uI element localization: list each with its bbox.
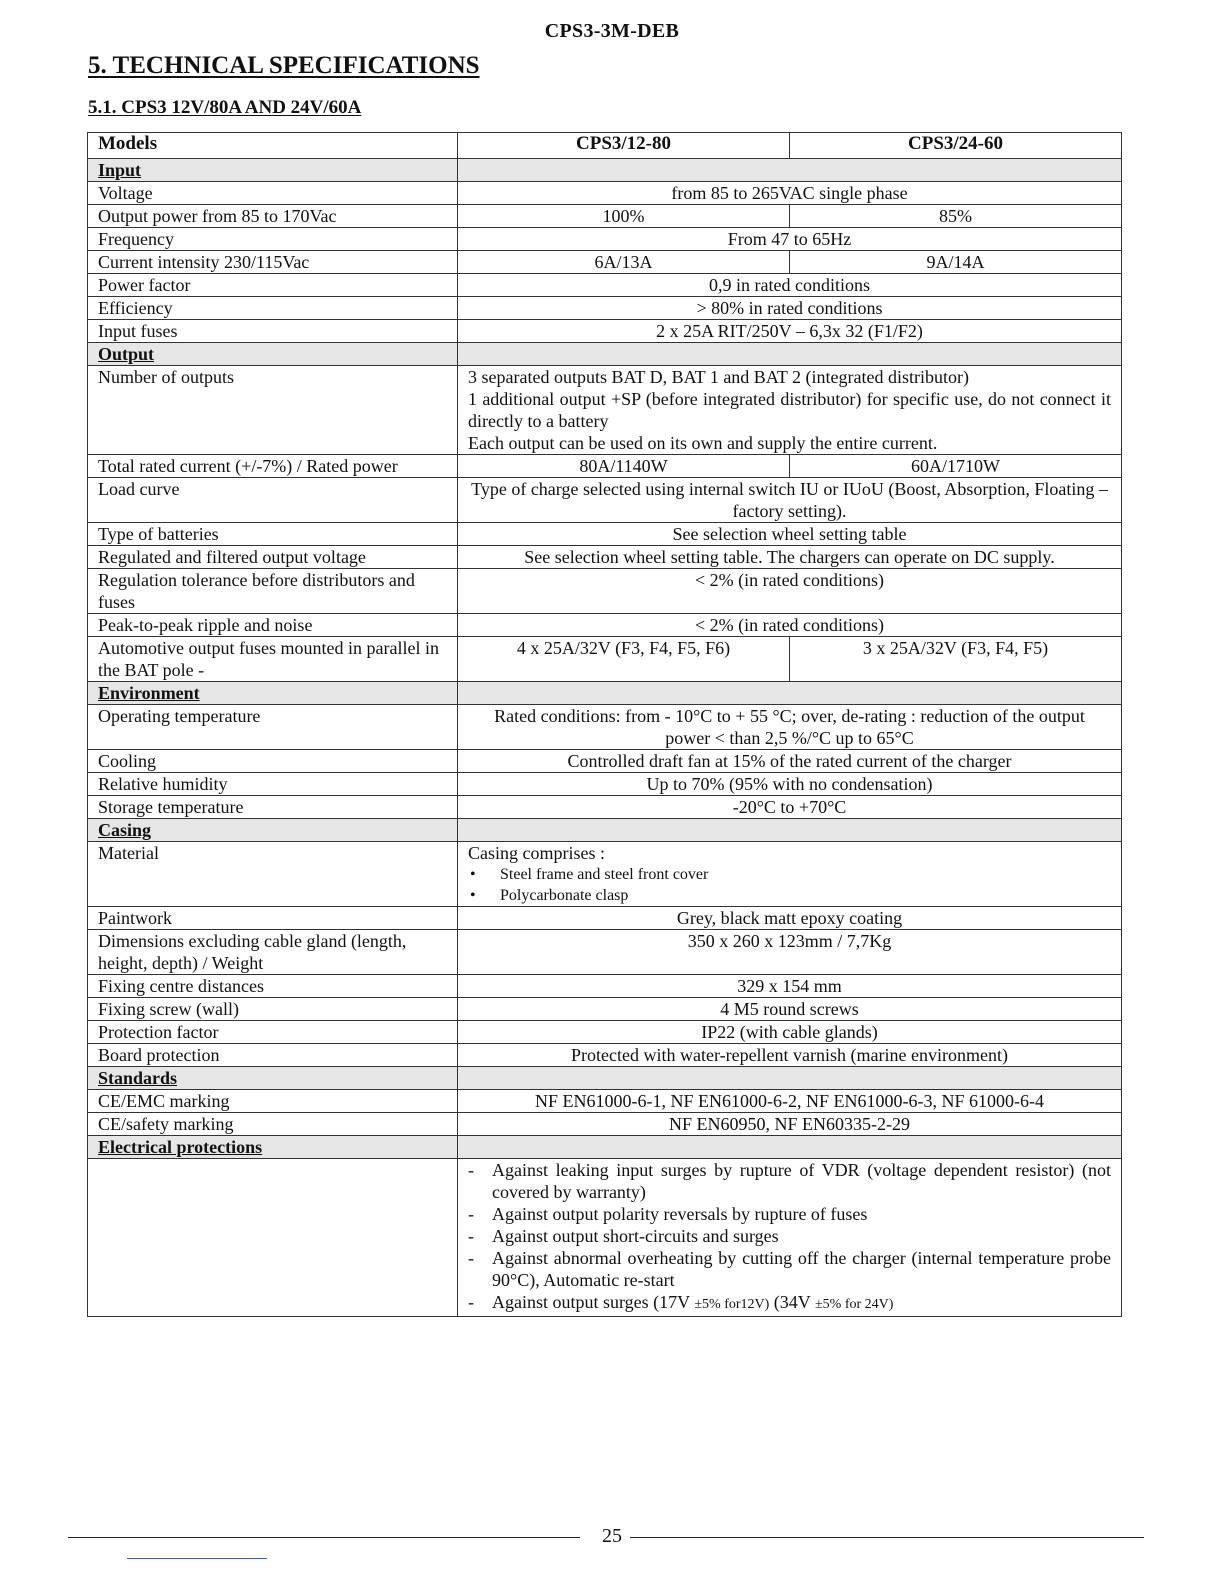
section-row-standards [88,1067,1122,1090]
spec-line: Casing comprises : [468,843,605,863]
spec-value: 329 x 154 mm [458,975,1122,998]
page-number: 25 [602,1525,622,1547]
spec-label: Total rated current (+/-7%) / Rated power [88,455,458,478]
spec-label: Efficiency [88,297,458,320]
table-row [88,1113,1122,1136]
spec-label: Material [88,842,458,907]
spec-value [458,366,1122,455]
protections-list [468,1159,1111,1316]
spec-label: Fixing centre distances [88,975,458,998]
document-code-header: CPS3-3M-DEB [544,20,680,42]
table-row [88,907,1122,930]
table-row [88,205,1122,228]
spec-value: Protected with water-repellent varnish (marine environment) [458,1044,1122,1067]
models-label: Models [88,133,458,159]
list-item: - Against leaking input surges by rupture of VDR (voltage dependent resistor) (not covered by warranty) [492,1159,1111,1203]
table-row [88,975,1122,998]
spec-label: Automotive output fuses mounted in parallel in the BAT pole - [88,637,458,682]
list-item [492,1291,1111,1316]
spec-value: NF EN60950, NF EN60335-2-29 [458,1113,1122,1136]
list-item: - Against output short-circuits and surges [492,1225,1111,1247]
subsection-title: 5.1. CPS3 12V/80A AND 24V/60A [88,97,362,118]
spec-value: -20°C to +70°C [458,796,1122,819]
list-item-text: Against output surges (17V [492,1292,695,1312]
spec-label: Peak-to-peak ripple and noise [88,614,458,637]
spec-label: Board protection [88,1044,458,1067]
tolerance-note: ±5% for12V) [694,1297,770,1312]
table-row [88,1090,1122,1113]
spec-label: CE/EMC marking [88,1090,458,1113]
table-row [88,998,1122,1021]
spec-value: Type of charge selected using internal switch IU or IUoU (Boost, Absorption, Floating – factory setting). [458,478,1122,523]
spec-label: Current intensity 230/115Vac [88,251,458,274]
list-item: • Polycarbonate clasp [500,885,1111,906]
table-row [88,1021,1122,1044]
table-row [88,366,1122,455]
spec-value: Rated conditions: from - 10°C to + 55 °C; over, de-rating : reduction of the output power < than 2,5 %/°C up to 65°C [458,705,1122,750]
table-row [88,228,1122,251]
table-row [88,750,1122,773]
table-row [88,796,1122,819]
spec-value-model-1: 6A/13A [458,251,790,274]
spec-label: Number of outputs [88,366,458,455]
list-item: - Against output polarity reversals by rupture of fuses [492,1203,1111,1225]
spec-label: Paintwork [88,907,458,930]
spec-value-model-2: 9A/14A [790,251,1122,274]
section-heading: Electrical protections [88,1136,458,1159]
spec-label: CE/safety marking [88,1113,458,1136]
table-row [88,455,1122,478]
spec-label: Voltage [88,182,458,205]
table-row [88,523,1122,546]
spec-label: Operating temperature [88,705,458,750]
spec-value: See selection wheel setting table. The chargers can operate on DC supply. [458,546,1122,569]
spec-label: Type of batteries [88,523,458,546]
spec-label: Input fuses [88,320,458,343]
spec-value-model-1: 4 x 25A/32V (F3, F4, F5, F6) [458,637,790,682]
spec-value: Up to 70% (95% with no condensation) [458,773,1122,796]
list-item: - Against abnormal overheating by cutting off the charger (internal temperature probe 90°C), Automatic re-start [492,1247,1111,1291]
spec-value [458,842,1122,907]
table-row [88,478,1122,523]
table-row [88,546,1122,569]
spec-value-model-2: 85% [790,205,1122,228]
table-row [88,274,1122,297]
spec-line: 3 separated outputs BAT D, BAT 1 and BAT 2 (integrated distributor) [468,367,969,387]
section-heading: Output [88,343,458,366]
section-row-input [88,159,1122,182]
spec-value: IP22 (with cable glands) [458,1021,1122,1044]
spec-value: > 80% in rated conditions [458,297,1122,320]
spec-label: Protection factor [88,1021,458,1044]
spec-label: Storage temperature [88,796,458,819]
table-row [88,320,1122,343]
section-row-environment [88,682,1122,705]
table-row [88,773,1122,796]
model-2-header: CPS3/24-60 [790,133,1122,159]
spec-label: Output power from 85 to 170Vac [88,205,458,228]
spec-label: Frequency [88,228,458,251]
spec-label: Regulation tolerance before distributors and fuses [88,569,458,614]
table-row [88,1159,1122,1317]
spec-label: Load curve [88,478,458,523]
list-item-text: (34V [769,1292,815,1312]
spec-line: 1 additional output +SP (before integrated distributor) for specific use, do not connect it directly to a battery [468,389,1111,431]
spec-value-model-1: 100% [458,205,790,228]
section-heading: Input [88,159,458,182]
spec-value: < 2% (in rated conditions) [458,569,1122,614]
spec-value-model-2: 60A/1710W [790,455,1122,478]
models-header-row [88,133,1122,159]
spec-label: Relative humidity [88,773,458,796]
spec-table [87,132,1122,1317]
table-row [88,637,1122,682]
spec-value: 2 x 25A RIT/250V – 6,3x 32 (F1/F2) [458,320,1122,343]
table-row [88,842,1122,907]
spec-value-model-1: 80A/1140W [458,455,790,478]
spec-value: Controlled draft fan at 15% of the rated current of the charger [458,750,1122,773]
section-heading: Environment [88,682,458,705]
spec-value: from 85 to 265VAC single phase [458,182,1122,205]
table-row [88,182,1122,205]
list-item: • Steel frame and steel front cover [500,864,1111,885]
spec-value-model-2: 3 x 25A/32V (F3, F4, F5) [790,637,1122,682]
table-row [88,569,1122,614]
spec-label: Fixing screw (wall) [88,998,458,1021]
spec-value: See selection wheel setting table [458,523,1122,546]
table-row [88,251,1122,274]
model-1-header: CPS3/12-80 [458,133,790,159]
section-row-electrical-protections [88,1136,1122,1159]
table-row [88,614,1122,637]
section-row-casing [88,819,1122,842]
section-heading: Standards [88,1067,458,1090]
spec-label: Dimensions excluding cable gland (length, height, depth) / Weight [88,930,458,975]
tolerance-note: ±5% for 24V) [814,1297,894,1312]
material-list [468,864,1111,906]
table-row [88,930,1122,975]
spec-line: Each output can be used on its own and supply the entire current. [468,433,938,453]
spec-value [458,1159,1122,1317]
table-row [88,297,1122,320]
spec-value: 350 x 260 x 123mm / 7,7Kg [458,930,1122,975]
section-row-output [88,343,1122,366]
section-heading: Casing [88,819,458,842]
table-row [88,705,1122,750]
footnote-rule [127,1558,267,1559]
spec-value: 4 M5 round screws [458,998,1122,1021]
spec-label: Regulated and filtered output voltage [88,546,458,569]
spec-value: < 2% (in rated conditions) [458,614,1122,637]
spec-label: Cooling [88,750,458,773]
spec-value: NF EN61000-6-1, NF EN61000-6-2, NF EN61000-6-3, NF 61000-6-4 [458,1090,1122,1113]
table-row [88,1044,1122,1067]
spec-label: Power factor [88,274,458,297]
spec-value: 0,9 in rated conditions [458,274,1122,297]
spec-value: From 47 to 65Hz [458,228,1122,251]
spec-value: Grey, black matt epoxy coating [458,907,1122,930]
section-title: 5. TECHNICAL SPECIFICATIONS [88,52,480,79]
